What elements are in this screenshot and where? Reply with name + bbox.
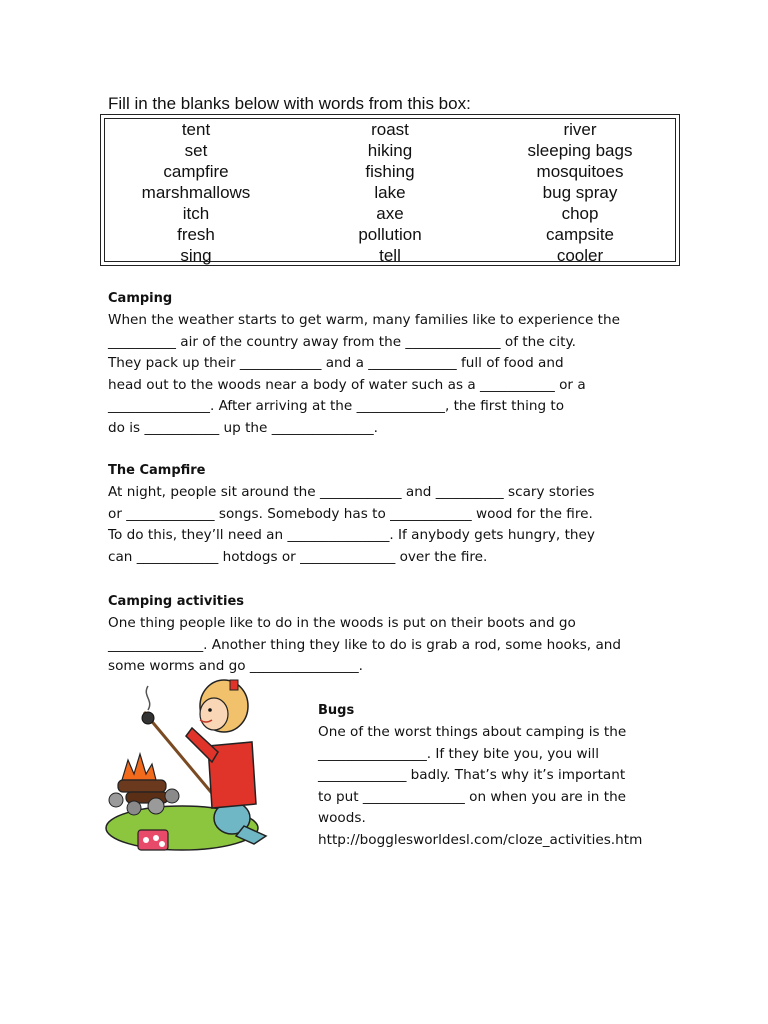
section-title: Camping activities: [108, 594, 245, 609]
word: fresh: [177, 225, 215, 244]
word: fishing: [365, 162, 415, 181]
paragraph-line: One thing people like to do in the woods is put on their boots and go: [108, 615, 576, 631]
camper-roasting-marshmallow-illustration: [104, 676, 276, 862]
word: roast: [371, 120, 409, 139]
section-title: Bugs: [318, 703, 355, 718]
paragraph-line: _______________. After arriving at the _____________, the first thing to: [108, 398, 565, 415]
word: tell: [379, 246, 401, 265]
word: river: [563, 120, 597, 139]
paragraph-line: When the weather starts to get warm, many families like to experience the: [108, 312, 620, 328]
word: sleeping bags: [527, 141, 633, 160]
word: campsite: [545, 225, 615, 244]
paragraph-line: can ____________ hotdogs or ______________ over the fire.: [108, 548, 488, 565]
word: set: [184, 141, 208, 160]
word: bug spray: [542, 183, 618, 202]
section-campfire: [108, 460, 678, 568]
word-column-3: [485, 119, 675, 266]
word-box: [100, 114, 680, 266]
paragraph-line: At night, people sit around the ____________ and __________ scary stories: [108, 484, 595, 500]
word: cooler: [556, 246, 604, 265]
paragraph-line: head out to the woods near a body of water such as a ___________ or a: [108, 376, 586, 393]
section-camping: [108, 288, 678, 440]
paragraph-line: They pack up their ____________ and a _____________ full of food and: [108, 355, 564, 372]
paragraph-line: __________ air of the country away from the ______________ of the city.: [108, 333, 576, 350]
paragraph-line: To do this, they’ll need an _______________. If anybody gets hungry, they: [108, 527, 595, 544]
word: chop: [561, 204, 599, 223]
paragraph-line: to put _______________ on when you are in the: [318, 788, 627, 805]
marshmallow-bag: [138, 830, 168, 850]
word: axe: [376, 204, 404, 223]
word: campfire: [163, 162, 229, 181]
section-title: The Campfire: [108, 463, 206, 478]
word: lake: [374, 183, 406, 202]
source-url: http://bogglesworldesl.com/cloze_activities.htm: [318, 831, 643, 848]
word: sing: [180, 246, 212, 265]
paragraph-line: ______________. Another thing they like to do is grab a rod, some hooks, and: [108, 636, 622, 653]
word: marshmallows: [141, 183, 251, 202]
word-column-2: [295, 119, 485, 266]
paragraph-line: or _____________ songs. Somebody has to ____________ wood for the fire.: [108, 505, 593, 522]
word: tent: [181, 120, 211, 139]
word: hiking: [367, 141, 413, 160]
paragraph-line: woods.: [318, 810, 366, 827]
word: mosquitoes: [536, 162, 624, 181]
paragraph-line: some worms and go ________________.: [108, 658, 363, 675]
word-column-1: [101, 119, 291, 266]
paragraph-line: _____________ badly. That’s why it’s important: [318, 767, 626, 784]
word: itch: [182, 204, 210, 223]
paragraph-line: ________________. If they bite you, you will: [318, 745, 599, 762]
section-title: Camping: [108, 291, 173, 306]
paragraph-line: do is ___________ up the _______________.: [108, 419, 379, 436]
word: pollution: [358, 225, 422, 244]
instruction-heading: Fill in the blanks below with words from this box:: [108, 94, 471, 113]
section-bugs: [318, 700, 678, 852]
section-activities: [108, 591, 678, 678]
paragraph-line: One of the worst things about camping is the: [318, 724, 627, 740]
